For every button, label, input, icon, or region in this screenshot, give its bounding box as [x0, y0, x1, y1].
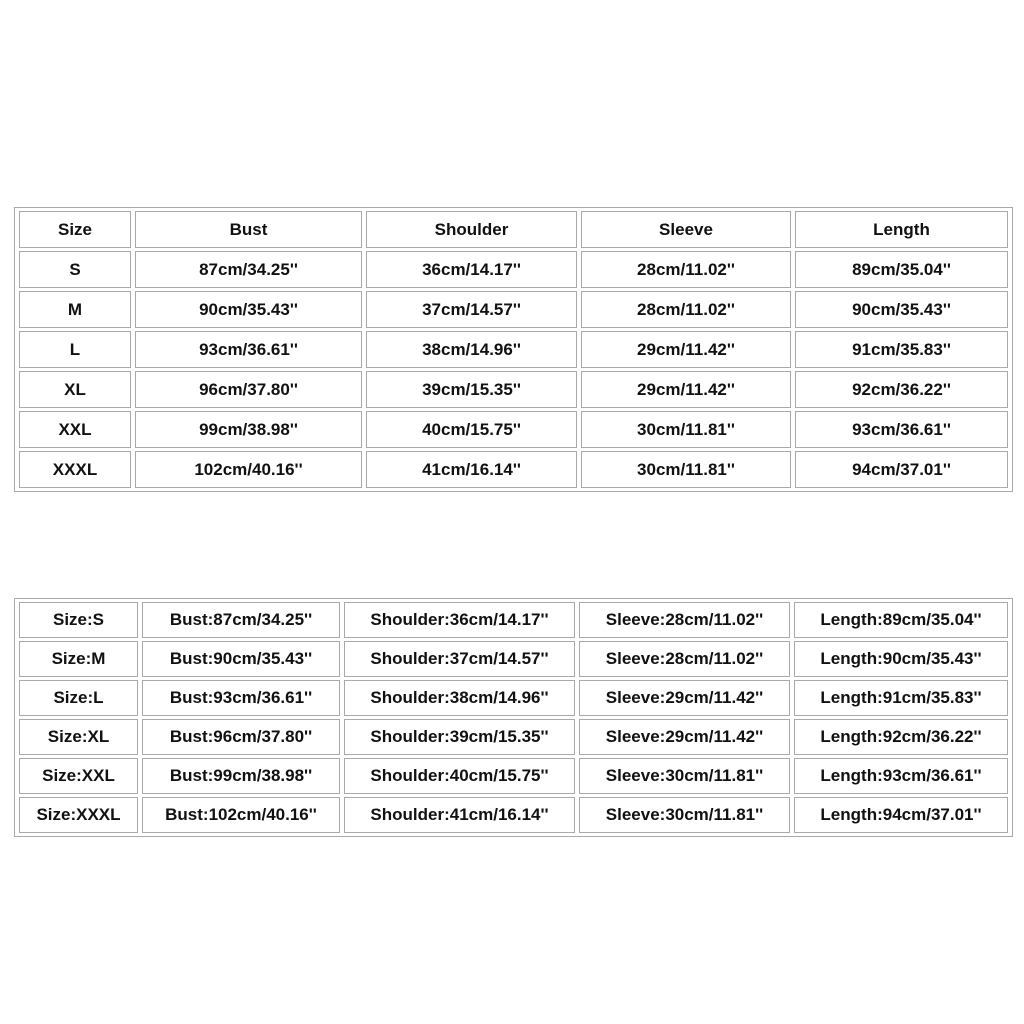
cell-length: Length:89cm/35.04'' [794, 602, 1008, 638]
cell-bust: 102cm/40.16'' [135, 451, 362, 488]
table-row [19, 641, 1008, 677]
cell-shoulder: Shoulder:41cm/16.14'' [344, 797, 575, 833]
cell-bust: Bust:90cm/35.43'' [142, 641, 340, 677]
cell-sleeve: 28cm/11.02'' [581, 251, 791, 288]
cell-bust: 87cm/34.25'' [135, 251, 362, 288]
cell-sleeve: Sleeve:30cm/11.81'' [579, 797, 790, 833]
cell-length: 89cm/35.04'' [795, 251, 1008, 288]
cell-sleeve: 30cm/11.81'' [581, 451, 791, 488]
table-row [19, 291, 1008, 328]
cell-size: Size:L [19, 680, 138, 716]
cell-size: XXL [19, 411, 131, 448]
table-row [19, 719, 1008, 755]
cell-shoulder: 40cm/15.75'' [366, 411, 577, 448]
cell-sleeve: 28cm/11.02'' [581, 291, 791, 328]
cell-shoulder: 41cm/16.14'' [366, 451, 577, 488]
table-row [19, 797, 1008, 833]
cell-length: 91cm/35.83'' [795, 331, 1008, 368]
table-row [19, 251, 1008, 288]
cell-sleeve: Sleeve:28cm/11.02'' [579, 602, 790, 638]
cell-sleeve: Sleeve:29cm/11.42'' [579, 680, 790, 716]
table-row [19, 758, 1008, 794]
cell-size: L [19, 331, 131, 368]
cell-bust: 99cm/38.98'' [135, 411, 362, 448]
cell-length: Length:90cm/35.43'' [794, 641, 1008, 677]
cell-length: Length:91cm/35.83'' [794, 680, 1008, 716]
cell-length: Length:94cm/37.01'' [794, 797, 1008, 833]
cell-size: M [19, 291, 131, 328]
cell-bust: Bust:87cm/34.25'' [142, 602, 340, 638]
header-length: Length [795, 211, 1008, 248]
cell-bust: Bust:93cm/36.61'' [142, 680, 340, 716]
cell-size: XXXL [19, 451, 131, 488]
cell-shoulder: 39cm/15.35'' [366, 371, 577, 408]
cell-shoulder: Shoulder:37cm/14.57'' [344, 641, 575, 677]
table-row [19, 371, 1008, 408]
cell-length: 94cm/37.01'' [795, 451, 1008, 488]
table-row [19, 451, 1008, 488]
header-sleeve: Sleeve [581, 211, 791, 248]
cell-sleeve: Sleeve:29cm/11.42'' [579, 719, 790, 755]
header-size: Size [19, 211, 131, 248]
cell-size: Size:S [19, 602, 138, 638]
cell-bust: Bust:96cm/37.80'' [142, 719, 340, 755]
header-shoulder: Shoulder [366, 211, 577, 248]
cell-length: 93cm/36.61'' [795, 411, 1008, 448]
cell-size: Size:XXXL [19, 797, 138, 833]
cell-bust: 93cm/36.61'' [135, 331, 362, 368]
cell-sleeve: 30cm/11.81'' [581, 411, 791, 448]
cell-bust: 96cm/37.80'' [135, 371, 362, 408]
cell-size: S [19, 251, 131, 288]
cell-sleeve: 29cm/11.42'' [581, 371, 791, 408]
table-header-row [19, 211, 1008, 248]
cell-length: Length:93cm/36.61'' [794, 758, 1008, 794]
cell-sleeve: 29cm/11.42'' [581, 331, 791, 368]
cell-size: Size:XL [19, 719, 138, 755]
cell-size: Size:M [19, 641, 138, 677]
cell-bust: Bust:99cm/38.98'' [142, 758, 340, 794]
table-row [19, 331, 1008, 368]
cell-bust: 90cm/35.43'' [135, 291, 362, 328]
cell-length: Length:92cm/36.22'' [794, 719, 1008, 755]
cell-length: 90cm/35.43'' [795, 291, 1008, 328]
cell-shoulder: Shoulder:38cm/14.96'' [344, 680, 575, 716]
header-bust: Bust [135, 211, 362, 248]
size-chart-table-labeled [14, 598, 1013, 837]
size-chart-table-with-headers [14, 207, 1013, 492]
table-row [19, 411, 1008, 448]
table-row [19, 602, 1008, 638]
cell-shoulder: 38cm/14.96'' [366, 331, 577, 368]
cell-size: Size:XXL [19, 758, 138, 794]
cell-size: XL [19, 371, 131, 408]
cell-shoulder: 37cm/14.57'' [366, 291, 577, 328]
cell-shoulder: Shoulder:40cm/15.75'' [344, 758, 575, 794]
cell-bust: Bust:102cm/40.16'' [142, 797, 340, 833]
cell-shoulder: Shoulder:36cm/14.17'' [344, 602, 575, 638]
cell-shoulder: Shoulder:39cm/15.35'' [344, 719, 575, 755]
cell-sleeve: Sleeve:30cm/11.81'' [579, 758, 790, 794]
cell-length: 92cm/36.22'' [795, 371, 1008, 408]
table-row [19, 680, 1008, 716]
cell-sleeve: Sleeve:28cm/11.02'' [579, 641, 790, 677]
cell-shoulder: 36cm/14.17'' [366, 251, 577, 288]
